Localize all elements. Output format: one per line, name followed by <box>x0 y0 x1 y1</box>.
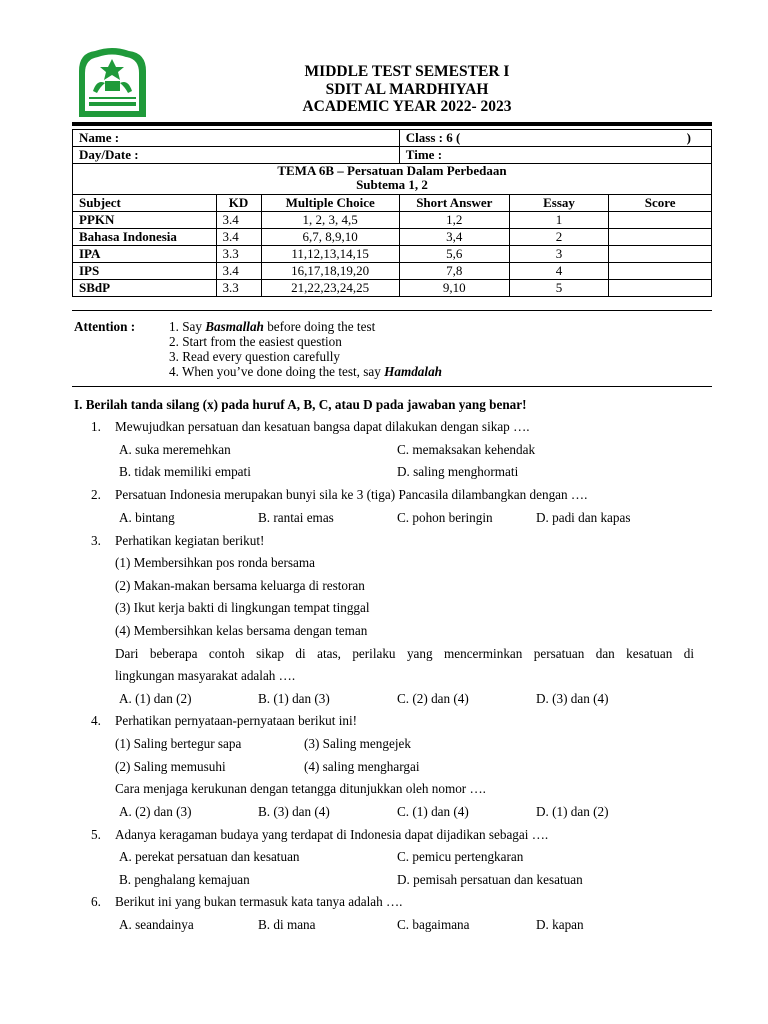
option-d[interactable]: D. pemisah persatuan dan kesatuan <box>397 872 583 887</box>
option-a[interactable]: A. (1) dan (2) <box>119 691 192 706</box>
attention-item-2: 2. Start from the easiest question <box>169 334 342 349</box>
question-number: 3. <box>91 533 101 548</box>
statement-2: (2) Saling memusuhi <box>115 759 226 774</box>
question-text: Perhatikan pernyataan-pernyataan berikut ini! <box>115 713 358 728</box>
name-field[interactable]: Name : <box>73 130 400 147</box>
option-b[interactable]: B. penghalang kemajuan <box>119 872 250 887</box>
option-d[interactable]: D. saling menghormati <box>397 464 519 479</box>
option-a[interactable]: A. (2) dan (3) <box>119 804 192 819</box>
question-number: 2. <box>91 487 101 502</box>
attention-item-1: 1. Say Basmallah before doing the test <box>169 319 376 334</box>
table-row: SBdP 3.3 21,22,23,24,25 9,10 5 <box>73 280 712 297</box>
header-line2: SDIT AL MARDHIYAH <box>325 80 489 98</box>
exam-info-table <box>72 129 712 297</box>
score-cell[interactable] <box>609 229 712 246</box>
table-row: IPA 3.3 11,12,13,14,15 5,6 3 <box>73 246 712 263</box>
table-header-row: Subject KD Multiple Choice Short Answer Essay Score <box>73 195 712 212</box>
attention-label: Attention : <box>74 319 136 334</box>
option-a[interactable]: A. perekat persatuan dan kesatuan <box>119 849 300 864</box>
statement-2: (2) Makan-makan bersama keluarga di restoran <box>115 578 365 593</box>
score-cell[interactable] <box>609 263 712 280</box>
question-prompt-cont: lingkungan masyarakat adalah …. <box>115 668 296 683</box>
time-field[interactable]: Time : <box>399 147 711 164</box>
option-a[interactable]: A. suka meremehkan <box>119 442 231 457</box>
statement-3: (3) Saling mengejek <box>304 736 411 751</box>
table-row: PPKN 3.4 1, 2, 3, 4,5 1,2 1 <box>73 212 712 229</box>
section-title: I. Berilah tanda silang (x) pada huruf A, B, C, atau D pada jawaban yang benar! <box>74 397 527 412</box>
class-field[interactable]: Class : 6 ( ) <box>399 130 711 147</box>
option-d[interactable]: D. kapan <box>536 917 584 932</box>
header-divider <box>72 122 712 126</box>
option-b[interactable]: B. (1) dan (3) <box>258 691 330 706</box>
question-text: Berikut ini yang bukan termasuk kata tanya adalah …. <box>115 894 403 909</box>
school-logo <box>75 47 150 119</box>
option-b[interactable]: B. rantai emas <box>258 510 334 525</box>
question-text: Perhatikan kegiatan berikut! <box>115 533 265 548</box>
option-c[interactable]: C. memaksakan kehendak <box>397 442 536 457</box>
question-number: 4. <box>91 713 101 728</box>
option-c[interactable]: C. (1) dan (4) <box>397 804 469 819</box>
option-a[interactable]: A. bintang <box>119 510 175 525</box>
option-b[interactable]: B. tidak memiliki empati <box>119 464 251 479</box>
score-cell[interactable] <box>609 280 712 297</box>
question-text: Mewujudkan persatuan dan kesatuan bangsa dapat dilakukan dengan sikap …. <box>115 419 530 434</box>
score-cell[interactable] <box>609 212 712 229</box>
option-a[interactable]: A. seandainya <box>119 917 194 932</box>
question-number: 5. <box>91 827 101 842</box>
statement-4: (4) Membersihkan kelas bersama dengan teman <box>115 623 368 638</box>
question-text: Persatuan Indonesia merupakan bunyi sila ke 3 (tiga) Pancasila dilambangkan dengan …. <box>115 487 588 502</box>
question-text: Adanya keragaman budaya yang terdapat di Indonesia dapat dijadikan sebagai …. <box>115 827 549 842</box>
exam-header <box>230 63 584 116</box>
divider-bottom <box>72 386 712 387</box>
question-prompt: Cara menjaga kerukunan dengan tetangga ditunjukkan oleh nomor …. <box>115 781 486 796</box>
option-c[interactable]: C. pemicu pertengkaran <box>397 849 524 864</box>
option-c[interactable]: C. bagaimana <box>397 917 470 932</box>
option-c[interactable]: C. pohon beringin <box>397 510 493 525</box>
score-cell[interactable] <box>609 246 712 263</box>
question-prompt: Dari beberapa contoh sikap di atas, perilaku yang mencerminkan persatuan dan kesatuan di <box>115 646 694 661</box>
header-line1: MIDDLE TEST SEMESTER I <box>304 63 510 80</box>
attention-item-4: 4. When you’ve done doing the test, say Hamdalah <box>169 364 442 379</box>
statement-1: (1) Membersihkan pos ronda bersama <box>115 555 315 570</box>
question-number: 1. <box>91 419 101 434</box>
option-b[interactable]: B. (3) dan (4) <box>258 804 330 819</box>
attention-item-3: 3. Read every question carefully <box>169 349 341 364</box>
statement-4: (4) saling menghargai <box>304 759 420 774</box>
tema-cell: TEMA 6B – Persatuan Dalam Perbedaan Subtema 1, 2 <box>73 164 712 195</box>
option-b[interactable]: B. di mana <box>258 917 316 932</box>
option-d[interactable]: D. (1) dan (2) <box>536 804 609 819</box>
table-row: IPS 3.4 16,17,18,19,20 7,8 4 <box>73 263 712 280</box>
divider-top <box>72 310 712 311</box>
option-c[interactable]: C. (2) dan (4) <box>397 691 469 706</box>
date-field[interactable]: Day/Date : <box>73 147 400 164</box>
table-row: Bahasa Indonesia 3.4 6,7, 8,9,10 3,4 2 <box>73 229 712 246</box>
statement-3: (3) Ikut kerja bakti di lingkungan tempat tinggal <box>115 600 370 615</box>
option-d[interactable]: D. padi dan kapas <box>536 510 631 525</box>
question-number: 6. <box>91 894 101 909</box>
option-d[interactable]: D. (3) dan (4) <box>536 691 609 706</box>
header-line3: ACADEMIC YEAR 2022- 2023 <box>302 98 512 115</box>
statement-1: (1) Saling bertegur sapa <box>115 736 242 751</box>
